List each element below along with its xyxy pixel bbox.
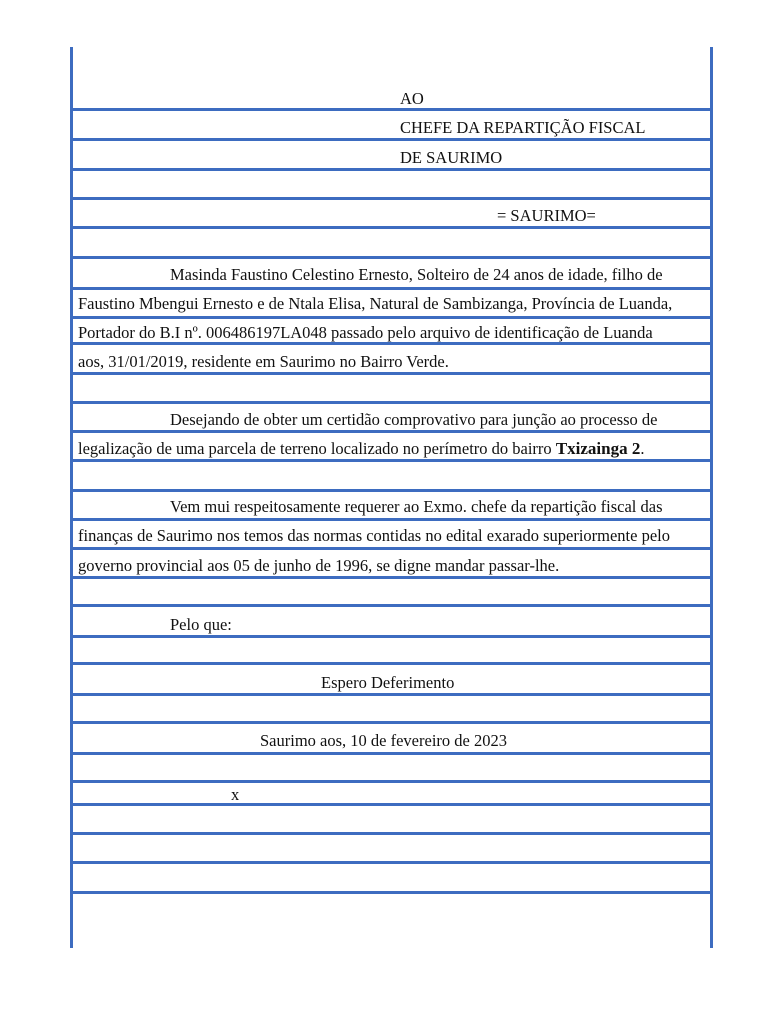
ruled-line (71, 635, 713, 638)
ruled-line (71, 287, 713, 290)
neighborhood-name: Txizainga 2 (555, 439, 641, 458)
ruled-line (71, 401, 713, 404)
ruled-line (71, 803, 713, 806)
address-line-chefe: CHEFE DA REPARTIÇÃO FISCAL (400, 118, 646, 137)
ruled-line (71, 489, 713, 492)
paragraph2-period: . (640, 439, 645, 458)
left-margin-line (70, 47, 73, 948)
paragraph1-line: aos, 31/01/2019, residente em Saurimo no Bairro Verde. (78, 352, 449, 371)
ruled-line (71, 604, 713, 607)
ruled-line (71, 861, 713, 864)
signature-mark: x (231, 785, 240, 804)
ruled-line (71, 547, 713, 550)
ruled-line (71, 226, 713, 229)
ruled-line (71, 372, 713, 375)
ruled-line (71, 662, 713, 665)
ruled-line (71, 693, 713, 696)
ruled-line (71, 780, 713, 783)
ruled-line (71, 832, 713, 835)
ruled-line (71, 721, 713, 724)
paragraph3-line: governo provincial aos 05 de junho de 1996, se digne mandar passar-lhe. (78, 556, 560, 575)
paragraph1-line: Masinda Faustino Celestino Ernesto, Solteiro de 24 anos de idade, filho de (170, 265, 663, 284)
ruled-line (71, 138, 713, 141)
ruled-line (71, 430, 713, 433)
ruled-line (71, 891, 713, 894)
ruled-line (71, 197, 713, 200)
ruled-line (71, 108, 713, 111)
paragraph2-text: legalização de uma parcela de terreno localizado no perímetro do bairro (78, 439, 556, 458)
ruled-line (71, 256, 713, 259)
paragraph3-line: finanças de Saurimo nos temos das normas contidas no edital exarado superiormente pelo (78, 526, 671, 545)
pelo-que: Pelo que: (170, 615, 232, 634)
date-line: Saurimo aos, 10 de fevereiro de 2023 (260, 731, 507, 750)
ruled-line (71, 168, 713, 171)
right-margin-line (710, 47, 713, 948)
ruled-line (71, 459, 713, 462)
paragraph2-line (78, 439, 644, 459)
paragraph1-line: Portador do B.I nº. 006486197LA048 passado pelo arquivo de identificação de Luanda (78, 323, 653, 342)
ruled-line (71, 752, 713, 755)
city-heading: = SAURIMO= (497, 206, 596, 225)
address-line-saurimo: DE SAURIMO (400, 148, 503, 167)
paragraph3-line: Vem mui respeitosamente requerer ao Exmo. chefe da repartição fiscal das (170, 497, 663, 516)
ruled-line (71, 518, 713, 521)
ruled-line (71, 576, 713, 579)
paragraph1-line: Faustino Mbengui Ernesto e de Ntala Elisa, Natural de Sambizanga, Província de Luanda, (78, 294, 673, 313)
espero-deferimento: Espero Deferimento (321, 673, 455, 692)
ruled-line (71, 316, 713, 319)
paragraph2-line: Desejando de obter um certidão comprovativo para junção ao processo de (170, 410, 658, 429)
address-line-ao: AO (400, 89, 424, 108)
